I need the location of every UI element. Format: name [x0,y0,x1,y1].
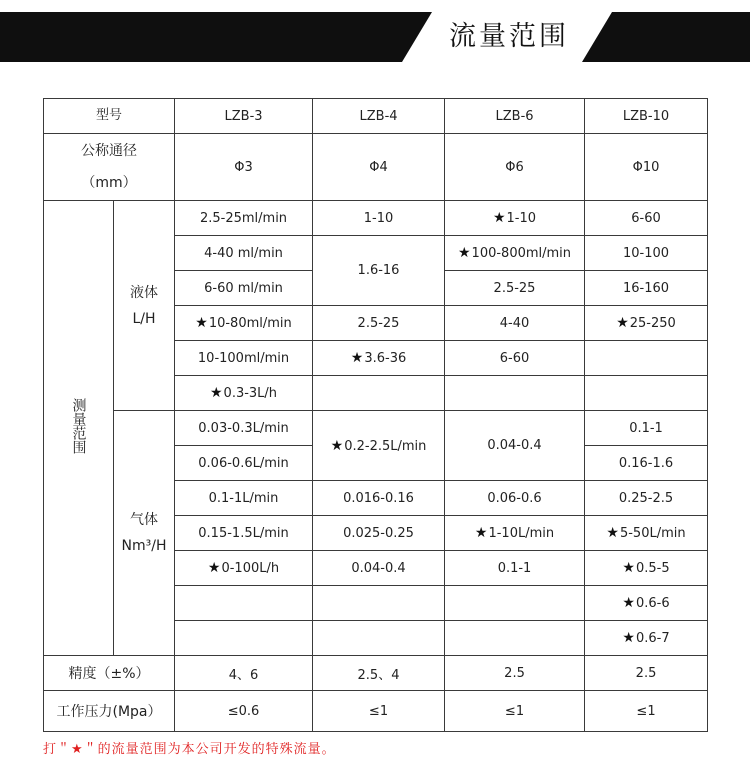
gas-lzb3-2: 0.06-0.6L/min [175,446,313,481]
gas-lzb4-7 [313,621,445,656]
liquid-label: 液体 [130,284,158,301]
star-icon: ★ [606,525,619,541]
diameter-lzb3: Φ3 [175,134,313,201]
liquid-lzb4-3: 2.5-25 [313,306,445,341]
gas-label: 气体 [130,512,158,528]
liquid-lzb10-4: ★25-250 [585,306,708,341]
liquid-lzb6-5: 6-60 [445,341,585,376]
table-row-model [44,99,708,134]
label-accuracy: 精度（±%） [44,656,175,691]
gas-lzb4-6 [313,586,445,621]
liquid-lzb3-2: 4-40 ml/min [175,236,313,271]
gas-lzb6-7 [445,621,585,656]
accuracy-lzb6: 2.5 [445,656,585,691]
gas-lzb6-1: 0.04-0.4 [445,411,585,481]
star-icon: ★ [492,210,506,226]
liquid-lzb4-1: 1-10 [313,201,445,236]
label-nominal-diameter [44,134,175,201]
pressure-lzb10: ≤1 [585,691,708,732]
liquid-lzb10-3: 16-160 [585,271,708,306]
gas-lzb10-4: ★5-50L/min [585,516,708,551]
gas-lzb10-6: ★0.6-6 [585,586,708,621]
gas-lzb3-5: ★0-100L/h [175,551,313,586]
label-nominal-diameter-line1: 公称通径 [81,143,137,159]
header-band-graphic [0,12,750,62]
table-row [44,411,708,446]
gas-lzb3-4: 0.15-1.5L/min [175,516,313,551]
gas-lzb10-5: ★0.5-5 [585,551,708,586]
star-icon: ★ [207,560,221,576]
section-header-band [0,12,750,62]
accuracy-lzb4: 2.5、4 [313,656,445,691]
liquid-lzb4-4: ★3.6-36 [313,341,445,376]
gas-lzb6-3: ★1-10L/min [445,516,585,551]
label-model: 型号 [44,99,175,134]
model-lzb4: LZB-4 [313,99,445,134]
gas-lzb4-1: ★0.2-2.5L/min [313,411,445,481]
model-lzb3: LZB-3 [175,99,313,134]
label-gas [114,411,175,656]
liquid-lzb10-5 [585,341,708,376]
footnote: 打＂★＂的流量范围为本公司开发的特殊流量。 [43,742,336,757]
gas-lzb4-3: 0.025-0.25 [313,516,445,551]
liquid-lzb6-3: 2.5-25 [445,271,585,306]
star-icon: ★ [195,315,208,331]
label-nominal-diameter-line2: （mm） [81,175,137,191]
gas-lzb6-4: 0.1-1 [445,551,585,586]
star-icon: ★ [330,437,344,454]
star-icon: ★ [616,315,629,331]
liquid-unit: L/H [132,310,156,327]
gas-lzb4-4: 0.04-0.4 [313,551,445,586]
star-icon: ★ [622,595,635,611]
label-pressure: 工作压力(Mpa） [44,691,175,732]
liquid-lzb3-6: ★0.3-3L/h [175,376,313,411]
flow-range-table [43,98,708,732]
liquid-lzb6-1: ★1-10 [445,201,585,236]
pressure-lzb3: ≤0.6 [175,691,313,732]
page-title: 流量范围 [449,21,569,52]
diameter-lzb6: Φ6 [445,134,585,201]
liquid-lzb3-3: 6-60 ml/min [175,271,313,306]
gas-lzb4-2: 0.016-0.16 [313,481,445,516]
star-icon: ★ [622,630,635,646]
liquid-lzb3-4: ★10-80ml/min [175,306,313,341]
gas-unit: Nm³/H [121,538,167,554]
gas-lzb10-2: 0.16-1.6 [585,446,708,481]
gas-lzb6-6 [445,586,585,621]
gas-lzb3-6 [175,586,313,621]
table-row-pressure [44,691,708,732]
table-row-diameter [44,134,708,201]
liquid-lzb3-5: 10-100ml/min [175,341,313,376]
gas-lzb10-7: ★0.6-7 [585,621,708,656]
model-lzb10: LZB-10 [585,99,708,134]
table-row [44,201,708,236]
star-icon: ★ [209,385,223,401]
table-row-accuracy [44,656,708,691]
liquid-lzb10-1: 6-60 [585,201,708,236]
label-measurement-range [44,201,114,656]
gas-lzb6-2: 0.06-0.6 [445,481,585,516]
gas-lzb3-7 [175,621,313,656]
accuracy-lzb3: 4、6 [175,656,313,691]
pressure-lzb6: ≤1 [445,691,585,732]
diameter-lzb10: Φ10 [585,134,708,201]
model-lzb6: LZB-6 [445,99,585,134]
liquid-lzb10-2: 10-100 [585,236,708,271]
gas-lzb3-1: 0.03-0.3L/min [175,411,313,446]
liquid-lzb10-6 [585,376,708,411]
liquid-lzb4-6 [313,376,445,411]
diameter-lzb4: Φ4 [313,134,445,201]
liquid-lzb6-4: 4-40 [445,306,585,341]
star-icon: ★ [622,560,635,576]
star-icon: ★ [350,350,364,366]
gas-lzb3-3: 0.1-1L/min [175,481,313,516]
pressure-lzb4: ≤1 [313,691,445,732]
star-icon: ★ [457,245,471,261]
accuracy-lzb10: 2.5 [585,656,708,691]
liquid-lzb4-2: 1.6-16 [313,236,445,306]
liquid-lzb6-6 [445,376,585,411]
gas-lzb10-1: 0.1-1 [585,411,708,446]
measurement-range-text: 测量范围 [70,398,87,454]
liquid-lzb3-1: 2.5-25ml/min [175,201,313,236]
label-liquid [114,201,175,411]
liquid-lzb6-2: ★100-800ml/min [445,236,585,271]
star-icon: ★ [474,525,488,541]
gas-lzb10-3: 0.25-2.5 [585,481,708,516]
